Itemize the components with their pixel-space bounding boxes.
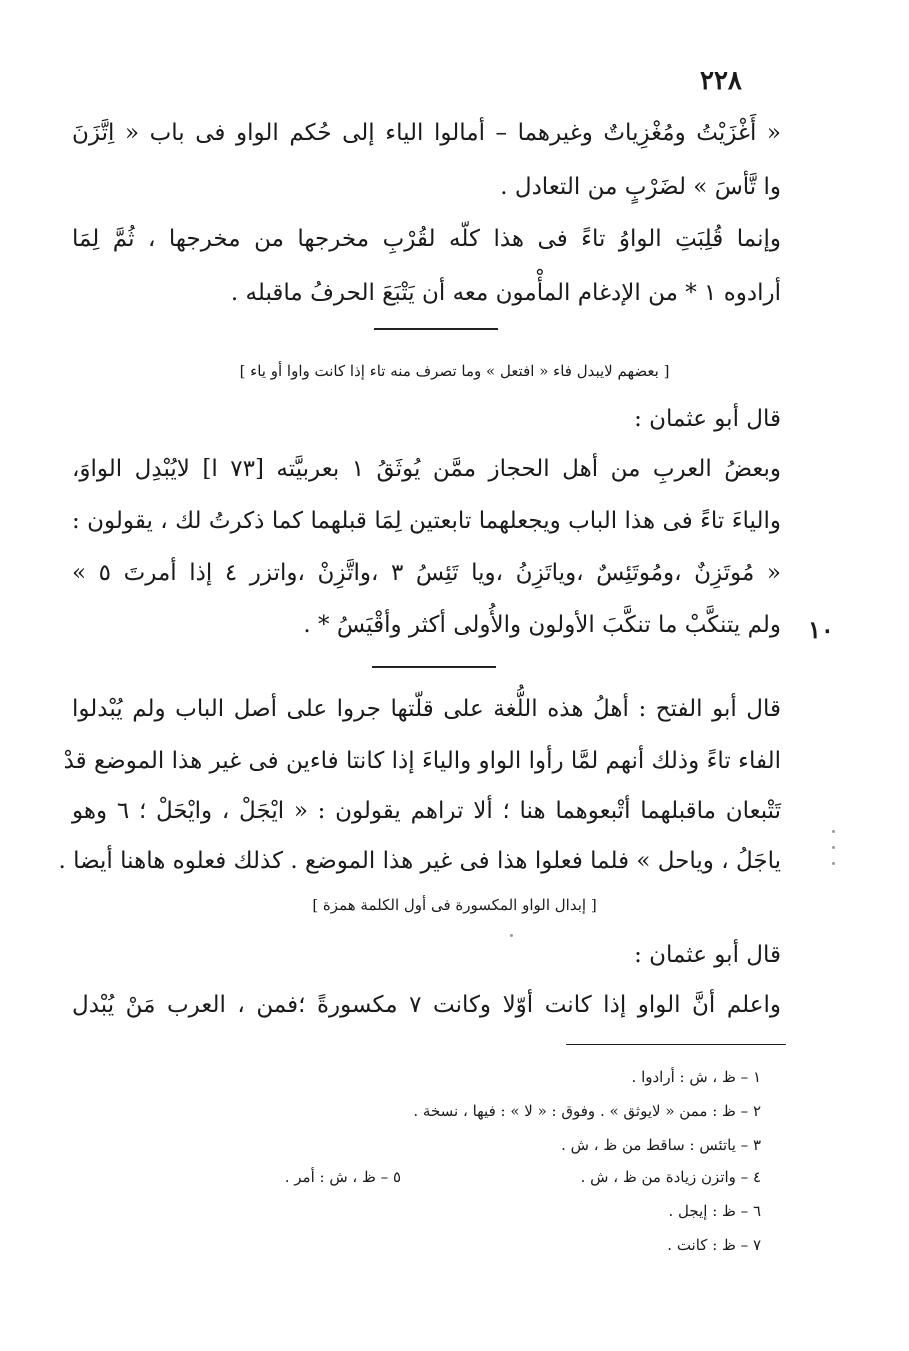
section-divider-1 xyxy=(374,328,498,330)
section-divider-2 xyxy=(372,666,496,668)
paragraph-4-line-3: تَتْبعان ماقبلهما أتْبعوهما هنا ؛ ألا تراهم يقولون : « ايْجَلْ ، وايْحَلْ ؛ ٦ وهو xyxy=(72,798,781,824)
footnote-7: ٧ – ظ : كانت . xyxy=(667,1236,761,1254)
footnote-4: ٤ – واتزن زيادة من ظ ، ش . xyxy=(580,1168,761,1186)
line-number-marker: ١٠ xyxy=(808,615,834,644)
footnote-1: ١ – ظ ، ش : أرادوا . xyxy=(631,1068,761,1086)
scan-speck xyxy=(832,862,835,865)
paragraph-3-line-2: والياءَ تاءً فى هذا الباب ويجعلهما تابعتين لِمَا قبلهما كما ذكرتُ لك ، يقولون : xyxy=(72,508,781,534)
section-2-title: [ إبدال الواو المكسورة فى أول الكلمة همزة ] xyxy=(312,896,597,914)
paragraph-2-line-1: وإنما قُلِبَتِ الواوُ تاءً فى هذا كلّه لقُرْبِ مخرجها من مخرجها ، ثُمَّ لِمَا xyxy=(72,226,781,252)
paragraph-1-line-2: وا تَّأسَ » لضَرْبٍ من التعادل . xyxy=(500,174,781,200)
section-2-speaker: قال أبو عثمان : xyxy=(634,942,781,968)
paragraph-1-line-1: « أَغْزَيْتُ ومُغْزِياتٌ وغيرهما – أمالوا الياء إلى حُكم الواو فى باب « اِتَّزَنَ xyxy=(72,120,781,146)
footnote-2: ٢ – ظ : ممن « لايوثق » . وفوق : « لا » : فيها ، نسخة . xyxy=(413,1102,761,1120)
footnote-6: ٦ – ظ : إيجل . xyxy=(668,1202,761,1220)
section-1-speaker: قال أبو عثمان : xyxy=(634,406,781,432)
section-1-title: [ بعضهم لايبدل فاء « افتعل » وما تصرف منه تاء إذا كانت واوا أو ياء ] xyxy=(239,362,670,380)
paragraph-4-line-2: الفاء تاءً وذلك أنهم لمَّا رأوا الواو والياءَ إذا كانتا فاءين فى غير هذا الموضع قدْ xyxy=(63,748,781,774)
paragraph-5-line-1: واعلم أنَّ الواو إذا كانت أوّلا وكانت ٧ مكسورةً ؛فمن ، العرب مَنْ يُبْدل xyxy=(72,992,781,1018)
page-number: ٢٢٨ xyxy=(700,66,742,96)
paragraph-4-line-4: ياجَلُ ، وياحل » فلما فعلوا هذا فى غير هذا الموضع . كذلك فعلوه هاهنا أيضا . xyxy=(58,848,781,874)
footnote-divider xyxy=(566,1044,786,1045)
footnote-5: ٥ – ظ ، ش : أمر . xyxy=(284,1168,401,1186)
paragraph-3-line-3: « مُوتَزِنٌ ،ومُوتَئِسٌ ،وياتَزِنُ ،ويا تَئِسُ ٣ ،واتَّزِنْ ،واتزر ٤ إذا أمرتَ ٥ » xyxy=(72,560,781,586)
paragraph-2-line-2: أرادوه ١ * من الإدغام المأْمون معه أن يَتْبَعَ الحرفُ ماقبله . xyxy=(230,280,781,306)
paragraph-3-line-4: ولم يتنكَّبْ ما تنكَّبَ الأولون والأُولى أكثر وأقْيَسُ * . xyxy=(303,612,781,638)
paragraph-3-line-1: وبعضُ العربِ من أهل الحجاز ممَّن يُوثَقُ ١ بعربيَّته [٧٣ ا] لايُبْدِل الواوَ، xyxy=(72,456,781,482)
scan-speck xyxy=(510,934,513,937)
paragraph-4-line-1: قال أبو الفتح : أهلُ هذه اللُّغة على قلّتها جروا على أصل الباب ولم يُبْدلوا xyxy=(72,696,781,722)
scan-speck xyxy=(832,846,835,849)
footnote-3: ٣ – ياتئس : ساقط من ظ ، ش . xyxy=(561,1136,761,1154)
scan-speck xyxy=(832,830,835,833)
